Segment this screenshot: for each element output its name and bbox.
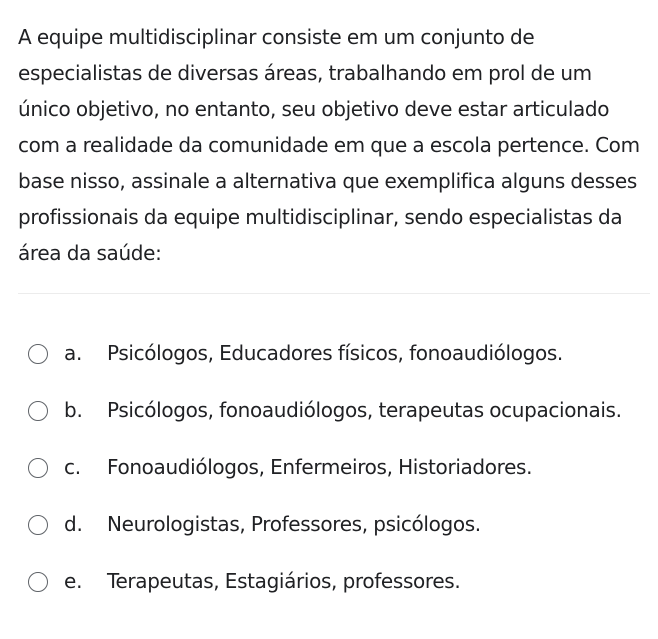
option-d[interactable]: [0, 505, 658, 543]
radio-button-d[interactable]: [28, 515, 48, 535]
divider: [18, 293, 650, 294]
answer-options: [0, 334, 658, 619]
option-label[interactable]: Psicólogos, fonoaudiólogos, terapeutas ocupacionais.: [107, 398, 622, 422]
option-label[interactable]: Fonoaudiólogos, Enfermeiros, Historiadores.: [107, 455, 533, 479]
radio-button-e[interactable]: [28, 572, 48, 592]
option-letter: b.: [64, 398, 83, 422]
radio-button-a[interactable]: [28, 344, 48, 364]
option-letter: a.: [64, 341, 83, 365]
option-letter: c.: [64, 455, 81, 479]
option-e[interactable]: [0, 562, 658, 600]
question-text: A equipe multidisciplinar consiste em um conjunto de especialistas de diversas áreas, trabalhando em prol de um único objetivo, no entanto, seu objetivo deve estar articulado com a realidade da comunidade em que a escola pertence. Com base nisso, assinale a alternativa que exemplifica alguns desses profissionais da equipe multidisciplinar, sendo especialistas da área da saúde:: [18, 25, 640, 265]
option-letter: d.: [64, 512, 83, 536]
option-c[interactable]: [0, 448, 658, 486]
option-b[interactable]: [0, 391, 658, 429]
radio-button-b[interactable]: [28, 401, 48, 421]
option-label[interactable]: Terapeutas, Estagiários, professores.: [107, 569, 461, 593]
option-label[interactable]: Psicólogos, Educadores físicos, fonoaudiólogos.: [107, 341, 563, 365]
option-letter: e.: [64, 569, 83, 593]
option-label[interactable]: Neurologistas, Professores, psicólogos.: [107, 512, 481, 536]
option-a[interactable]: [0, 334, 658, 372]
radio-button-c[interactable]: [28, 458, 48, 478]
